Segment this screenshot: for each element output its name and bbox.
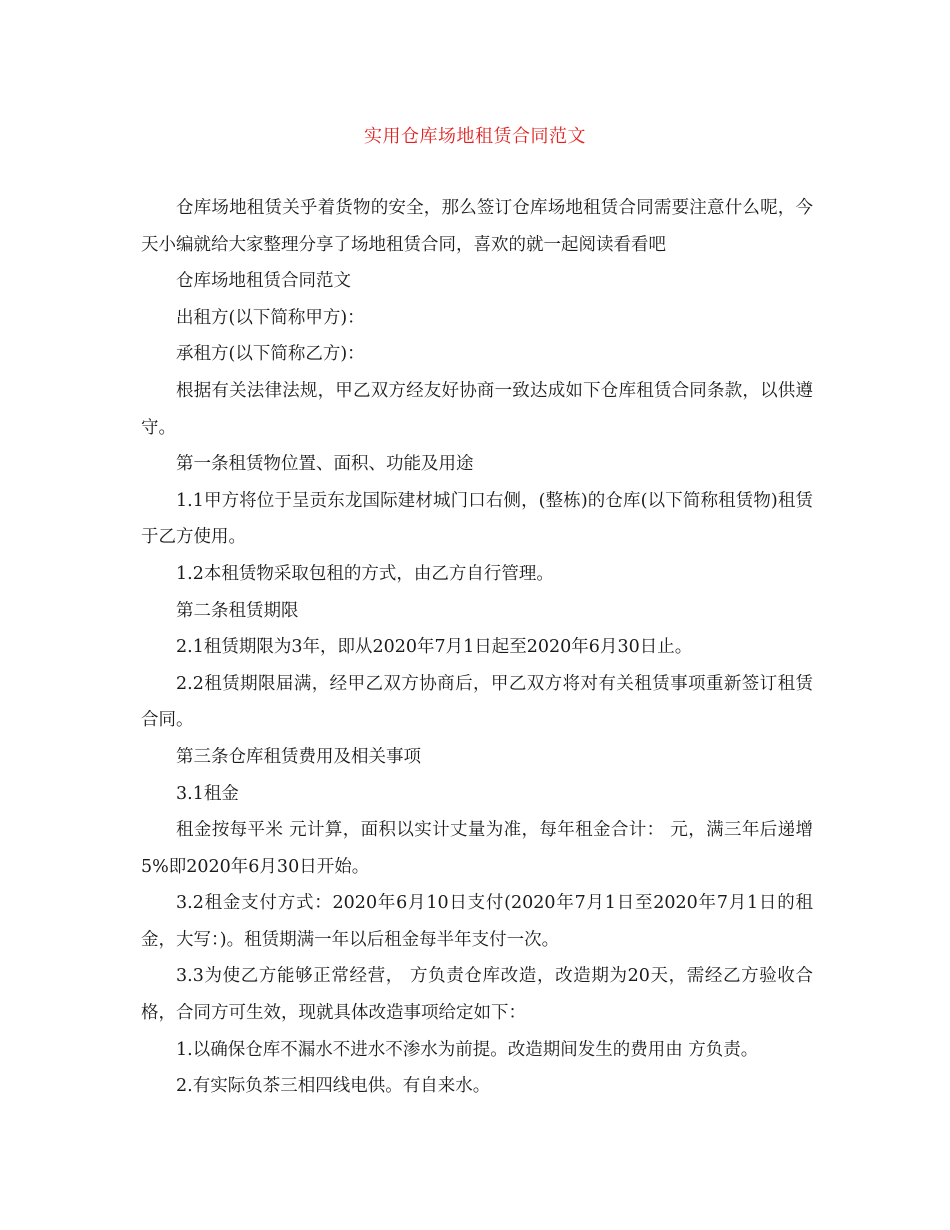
clause-3-3: 3.3为使乙方能够正常经营， 方负责仓库改造，改造期为20天，需经乙方验收合格，合同方可生效，现就具体改造事项给定如下：	[141, 966, 813, 1024]
preamble-paragraph: 根据有关法律法规，甲乙双方经友好协商一致达成如下仓库租赁合同条款，以供遵守。	[141, 380, 813, 438]
lessee-line: 承租方(以下简称乙方)：	[176, 344, 365, 365]
clause-3-1-body: 租金按每平米 元计算，面积以实计丈量为准，每年租金合计： 元，满三年后递增5%即2020年6月30日开始。	[141, 820, 813, 877]
article-1-heading: 第一条租赁物位置、面积、功能及用途	[176, 454, 474, 475]
lessor-line: 出租方(以下简称甲方)：	[176, 307, 365, 328]
clause-2-2: 2.2租赁期限届满，经甲乙双方协商后，甲乙双方将对有关租赁事项重新签订租赁合同。	[141, 673, 813, 731]
article-2-heading: 第二条租赁期限	[176, 600, 299, 621]
intro-paragraph: 仓库场地租赁关乎着货物的安全，那么签订仓库场地租赁合同需要注意什么呢，今天小编就给大家整理分享了场地租赁合同，喜欢的就一起阅读看看吧	[141, 198, 813, 255]
document-body	[141, 190, 813, 1105]
list-item-2: 2.有实际负茶三相四线电供。有自来水。	[176, 1076, 491, 1097]
clause-1-2: 1.2本租赁物采取包租的方式，由乙方自行管理。	[176, 563, 554, 584]
article-3-heading: 第三条仓库租赁费用及相关事项	[176, 746, 421, 767]
clause-1-1: 1.1甲方将位于呈贡东龙国际建材城门口右侧，(整栋)的仓库(以下简称租赁物)租赁于乙方使用。	[141, 490, 813, 548]
list-item-1: 1.以确保仓库不漏水不进水不渗水为前提。改造期间发生的费用由 方负责。	[176, 1039, 759, 1060]
clause-2-1: 2.1租赁期限为3年，即从2020年7月1日起至2020年6月30日止。	[176, 637, 693, 658]
document-title: 实用仓库场地租赁合同范文	[364, 126, 586, 147]
clause-3-2: 3.2租金支付方式：2020年6月10日支付(2020年7月1日至2020年7月1日的租金，大写：)。租赁期满一年以后租金每半年支付一次。	[141, 893, 813, 950]
contract-heading: 仓库场地租赁合同范文	[176, 271, 351, 292]
clause-3-1-heading: 3.1租金	[176, 783, 239, 804]
